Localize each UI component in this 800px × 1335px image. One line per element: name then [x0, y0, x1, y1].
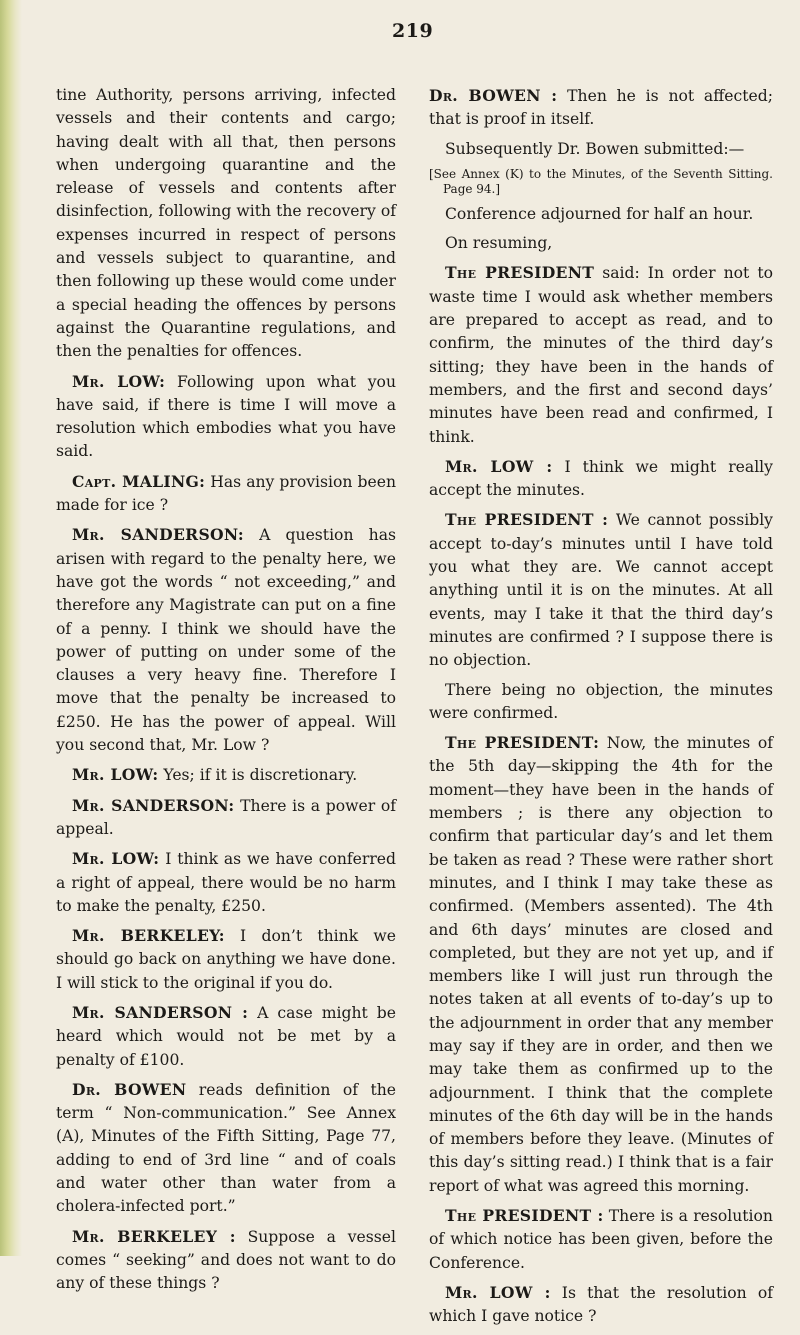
paragraph: Capt. MALING: Has any provision been made for ice ?: [56, 471, 396, 515]
paragraph: Subsequently Dr. Bowen submitted:—: [445, 139, 745, 158]
speaker-name: Dr. BOWEN: [72, 1079, 187, 1099]
speaker-name: Mr. LOW:: [72, 849, 160, 869]
annex-note: [See Annex (K) to the Minutes, of the Seventh Sitting. Page 94.]: [429, 166, 773, 196]
speaker-name: Mr. BERKELEY:: [72, 926, 225, 946]
paragraph: The PRESIDENT said: In order not to waste time I would ask whether members are prepared to accept as read, and to confirm, the minutes of the third day’s sitting; they have been in the hands of members, and the first and second days’ minutes have been read and confirmed, I think.: [429, 263, 773, 446]
speaker-name: Mr. SANDERSON:: [72, 525, 244, 545]
paragraph: Conference adjourned for half an hour.: [445, 204, 754, 223]
paragraph: Mr. SANDERSON: A question has arisen with regard to the penalty here, we have got the words “ not exceeding,” and therefore any Magistrate can put on a fine of a penny. I think we should have the power of putting on under some of the clauses a very heavy fine. Therefore I move that the penalty be increased to £250. He has the power of appeal. Will you second that, Mr. Low ?: [56, 525, 396, 755]
speaker-name: The PRESIDENT :: [445, 510, 609, 530]
paragraph: Mr. LOW : Is that the resolution of which I gave notice ?: [429, 1282, 773, 1326]
paragraph: Dr. BOWEN reads definition of the term “ Non-communication.” See Annex (A), Minutes of the Fifth Sitting, Page 77, adding to end of 3rd line “ and of coals and water other than water from a cholera-infected port.”: [56, 1079, 396, 1216]
speaker-name: Mr. LOW:: [72, 371, 166, 391]
paragraph: The PRESIDENT : There is a resolution of which notice has been given, before the Conference.: [429, 1206, 773, 1272]
speaker-name: Mr. SANDERSON:: [72, 795, 235, 815]
paragraph: The PRESIDENT : We cannot possibly accept to-day’s minutes until I have told you what they are. We cannot accept anything until it is on the minutes. At all events, may I take it that the third day’s minutes are confirmed ? I suppose there is no objection.: [429, 510, 773, 670]
speaker-name: Mr. SANDERSON :: [72, 1002, 249, 1022]
paragraph: Mr. LOW : I think we might really accept the minutes.: [429, 456, 773, 500]
paragraph: Mr. LOW: Yes; if it is discretionary.: [72, 765, 358, 785]
speaker-name: Mr. LOW :: [445, 1282, 551, 1302]
page-binding-edge: [0, 0, 22, 1256]
page-number: 219: [392, 20, 434, 42]
paragraph: Mr. LOW: I think as we have conferred a right of appeal, there would be no harm to make the penalty, £250.: [56, 849, 396, 915]
speaker-name: Mr. LOW:: [72, 765, 159, 785]
paragraph: Mr. SANDERSON: There is a power of appeal.: [56, 795, 396, 838]
speaker-name: The PRESIDENT:: [445, 733, 600, 753]
paragraph: On resuming,: [445, 234, 553, 253]
speaker-name: The PRESIDENT :: [445, 1206, 604, 1226]
paragraph: Mr. SANDERSON : A case might be heard which would not be met by a penalty of £100.: [56, 1002, 396, 1069]
paragraph: Mr. BERKELEY: I don’t think we should go back on anything we have done. I will stick to the original if you do.: [56, 926, 396, 992]
speaker-name: Dr. BOWEN :: [429, 86, 558, 105]
speaker-name: The PRESIDENT: [445, 263, 595, 283]
speaker-name: Mr. LOW :: [445, 456, 553, 476]
left-column: [56, 84, 396, 1302]
paragraph: Mr. LOW: Following upon what you have said, if there is time I will move a resolution which embodies what you have said.: [56, 371, 396, 461]
paragraph: Mr. BERKELEY : Suppose a vessel comes “ seeking” and does not want to do any of these things ?: [56, 1226, 397, 1293]
column-gutter: [411, 84, 412, 1164]
paragraph: There being no objection, the minutes were confirmed.: [429, 680, 773, 722]
speaker-name: Mr. BERKELEY :: [72, 1226, 236, 1246]
right-column: [429, 84, 773, 1335]
speaker-name: Capt. MALING:: [72, 471, 206, 491]
paragraph: The PRESIDENT: Now, the minutes of the 5th day—skipping the 4th for the moment—they have been in the hands of members ; is there any objection to confirm that particular day’s and let them be taken as read ? These were rather short minutes, and I think I may take these as confirmed. (Members assented). The 4th and 6th days’ minutes are closed and completed, but they are not yet up, and if members like I will just run through the notes taken at all events of to-day’s up to the adjournment in order that any member may say if they are in order, and then we may take them as confirmed up to the adjournment. I think that the complete minutes of the 6th day will be in the hands of members before they leave. (Minutes of this day’s sitting read.) I think that is a fair report of what was agreed this morning.: [429, 733, 773, 1195]
paragraph: Dr. BOWEN : Then he is not affected; that is proof in itself.: [429, 86, 773, 129]
paragraph: tine Authority, persons arriving, infected vessels and their contents and cargo; having dealt with all that, then persons when undergoing quarantine and the release of vessels and contents after disinfection, following with the recovery of expenses incurred in respect of persons and vessels subject to quarantine, and then following up these would come under a special heading the offences by persons against the Quarantine regulations, and then the penalties for offences.: [56, 86, 396, 361]
